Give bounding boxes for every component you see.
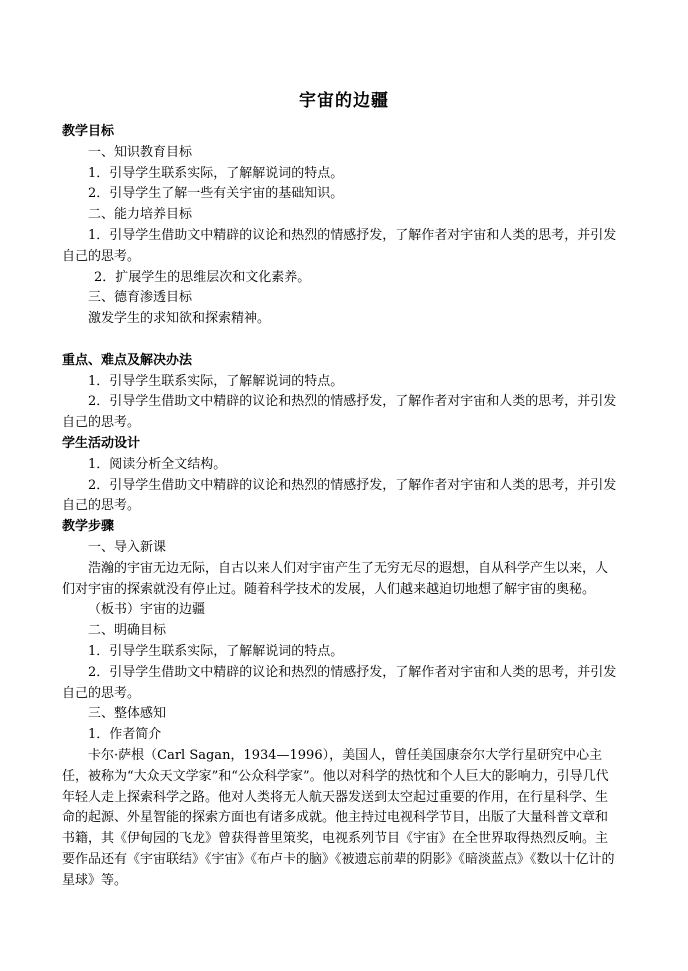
blank-line: [62, 330, 618, 351]
body-paragraph: 浩瀚的宇宙无边无际，自古以来人们对宇宙产生了无穷无尽的遐想，自从科学产生以来，人们对宇宙的探索就没有停止过。随着科学技术的发展，人们越来越迫切地想了解宇宙的奥秘。: [62, 560, 609, 597]
section-heading: 重点、难点及解决办法: [62, 352, 193, 368]
body-paragraph: 激发学生的求知欲和探索精神。: [88, 311, 271, 327]
body-paragraph: 一、导入新课: [88, 539, 167, 555]
document-body: [62, 122, 618, 891]
body-paragraph: 一、知识教育目标: [88, 144, 193, 160]
body-paragraph: 1．阅读分析全文结构。: [88, 456, 227, 472]
body-paragraph: 1．引导学生联系实际，了解解说词的特点。: [88, 643, 344, 659]
body-paragraph: 2．引导学生借助文中精辟的议论和热烈的情感抒发，了解作者对宇宙和人类的思考，并引发自己的思考。: [62, 394, 617, 431]
document-title: 宇宙的边疆: [299, 91, 389, 111]
body-paragraph: 二、明确目标: [88, 623, 167, 639]
body-paragraph: 卡尔·萨根（Carl Sagan，1934—1996），美国人，曾任美国康奈尔大学行星研究中心主任，被称为“大众天文学家”和“公众科学家”。他以对科学的热忱和个人巨大的影响力，引导几代年轻人走上探索科学之路。他对人类将无人航天器发送到太空起过重要的作用，在行星科学、生命的起源、外星智能的探索方面也有诸多成就。他主持过电视科学节目，出版了大量科普文章和书籍，其《伊甸园的飞龙》曾获得普里策奖，电视系列节目《宇宙》在全世界取得热烈反响。主要作品还有《宇宙联结》《宇宙》《布卢卡的脑》《被遗忘前辈的阴影》《暗淡蓝点》《数以十亿计的星球》等。: [62, 747, 615, 888]
body-paragraph: 三、德育渗透目标: [88, 290, 193, 306]
body-paragraph: 2．引导学生借助文中精辟的议论和热烈的情感抒发，了解作者对宇宙和人类的思考，并引发自己的思考。: [62, 664, 617, 701]
body-paragraph: 1．引导学生联系实际，了解解说词的特点。: [88, 373, 344, 389]
section-heading: 教学步骤: [62, 519, 115, 535]
body-paragraph: 2．引导学生借助文中精辟的议论和热烈的情感抒发，了解作者对宇宙和人类的思考，并引发自己的思考。: [62, 477, 617, 514]
body-paragraph: 三、整体感知: [88, 706, 167, 722]
body-paragraph: 1．引导学生联系实际，了解解说词的特点。: [88, 165, 344, 181]
body-paragraph: 二、能力培养目标: [88, 207, 193, 223]
body-paragraph: 2．引导学生了解一些有关宇宙的基础知识。: [88, 186, 344, 202]
body-paragraph: （板书）宇宙的边疆: [88, 602, 206, 618]
section-heading: 学生活动设计: [62, 435, 141, 451]
body-paragraph: 1．作者简介: [88, 727, 162, 743]
section-heading: 教学目标: [62, 124, 115, 139]
body-paragraph: 2．扩展学生的思维层次和文化素养。: [94, 269, 311, 285]
body-paragraph: 1．引导学生借助文中精辟的议论和热烈的情感抒发，了解作者对宇宙和人类的思考，并引发自己的思考。: [62, 227, 617, 264]
